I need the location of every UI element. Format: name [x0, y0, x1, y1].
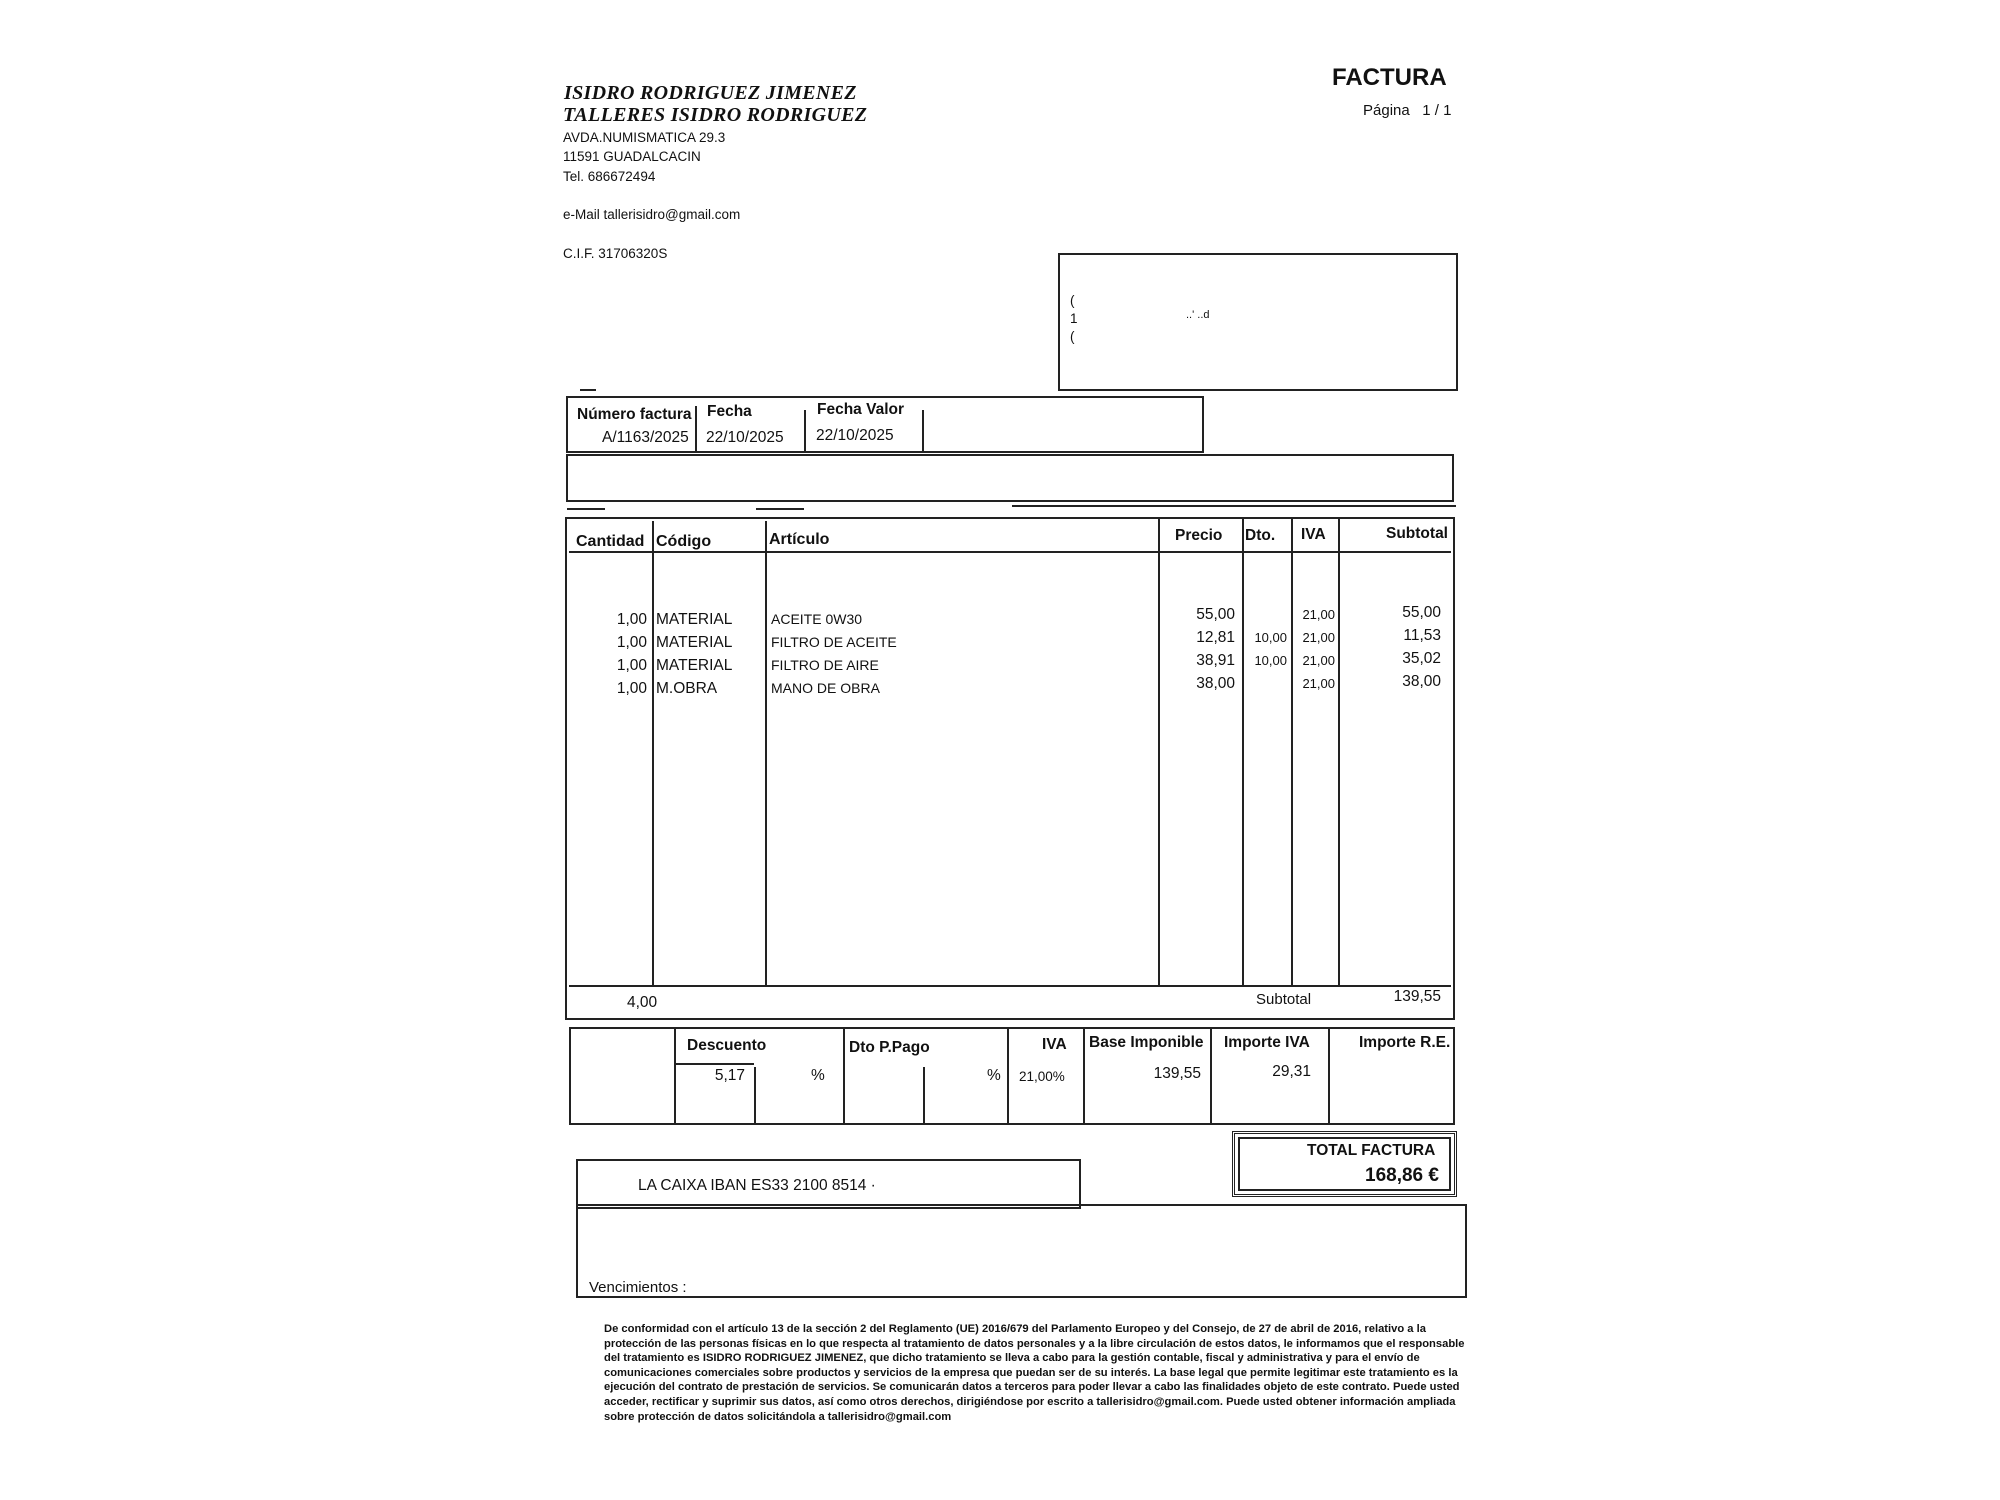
legal-line: protección de las personas físicas en lo que respecta al tratamiento de datos personales y a la libre circulación de estos datos, le informamos que el responsable	[604, 1337, 1465, 1350]
row-discount: 10,00	[1254, 653, 1287, 668]
total-label: TOTAL FACTURA	[1307, 1142, 1436, 1159]
row-subtotal: 11,53	[1403, 627, 1441, 644]
row-quantity: 1,00	[616, 634, 647, 651]
vat-amount-value: 29,31	[1272, 1063, 1311, 1080]
col-header-article: Artículo	[769, 531, 830, 548]
total-value: 168,86 €	[1365, 1165, 1439, 1186]
row-price: 12,81	[1196, 629, 1235, 646]
invoice-number-value: A/1163/2025	[602, 429, 689, 446]
row-price: 38,00	[1196, 675, 1235, 692]
recipient-line-2-rest: ..' ..d	[1186, 309, 1210, 321]
page-value: 1 / 1	[1422, 102, 1452, 119]
vat-label: IVA	[1042, 1036, 1067, 1053]
table-row	[567, 650, 1453, 677]
invoice-date-label: Fecha	[707, 403, 752, 420]
row-quantity: 1,00	[616, 657, 647, 674]
legal-line: De conformidad con el artículo 13 de la sección 2 del Reglamento (UE) 2016/679 del Parlamento Europeo y del Consejo, de 27 de abril de 2016, relativo a la	[604, 1323, 1426, 1335]
summary-box	[569, 1027, 1455, 1125]
bank-text: LA CAIXA IBAN ES33 2100 8514 ·	[638, 1177, 876, 1194]
row-article: FILTRO DE AIRE	[771, 657, 879, 673]
invoice-value-date-value: 22/10/2025	[816, 427, 894, 444]
row-price: 55,00	[1196, 606, 1235, 623]
row-discount: 10,00	[1254, 630, 1287, 645]
row-article: FILTRO DE ACEITE	[771, 634, 897, 650]
subtotal-value: 139,55	[1393, 988, 1441, 1005]
recipient-line-3: (	[1070, 329, 1075, 344]
invoice-date-value: 22/10/2025	[706, 429, 784, 446]
invoice-number-label: Número factura	[577, 406, 692, 423]
items-table	[565, 517, 1455, 1020]
page-label: Página	[1363, 102, 1410, 119]
table-row	[567, 627, 1453, 654]
discount-value: 5,17	[714, 1067, 745, 1084]
row-code: M.OBRA	[656, 680, 718, 697]
issuer-address: AVDA.NUMISMATICA 29.3	[563, 130, 726, 145]
due-label: Vencimientos :	[589, 1279, 687, 1296]
reference-box	[566, 454, 1454, 502]
mark-line	[580, 389, 596, 391]
col-header-vat: IVA	[1301, 526, 1326, 543]
row-subtotal: 38,00	[1402, 673, 1441, 690]
prompt-payment-label: Dto P.Pago	[849, 1039, 930, 1056]
legal-line: comunicaciones comerciales sobre productos y servicios de la empresa que puedan ser de su interés. La base legal que permite legitimar este tratamiento es la	[604, 1366, 1458, 1379]
due-box	[576, 1204, 1467, 1298]
col-header-discount: Dto.	[1245, 527, 1276, 544]
recipient-line-1: (	[1070, 293, 1075, 308]
issuer-name: ISIDRO RODRIGUEZ JIMENEZ	[564, 82, 857, 104]
row-subtotal: 55,00	[1402, 604, 1441, 621]
issuer-trade-name: TALLERES ISIDRO RODRIGUEZ	[563, 104, 868, 126]
discount-percent: %	[811, 1067, 825, 1084]
issuer-city: 11591 GUADALCACIN	[563, 149, 701, 164]
legal-line: del tratamiento es ISIDRO RODRIGUEZ JIMENEZ, que dicho tratamiento se lleva a cabo para la gestión contable, fiscal y administrativa y para el envío de	[604, 1352, 1420, 1365]
row-price: 38,91	[1196, 652, 1235, 669]
col-header-subtotal: Subtotal	[1386, 525, 1448, 542]
subtotal-label: Subtotal	[1256, 991, 1312, 1008]
row-code: MATERIAL	[656, 657, 733, 674]
legal-notice	[604, 1322, 1464, 1424]
vat-value: 21,00%	[1019, 1069, 1065, 1084]
row-vat: 21,00	[1302, 653, 1335, 668]
row-quantity: 1,00	[616, 611, 647, 628]
prompt-payment-percent: %	[987, 1067, 1001, 1084]
table-row	[567, 604, 1453, 631]
recipient-box	[1058, 253, 1458, 391]
recipient-line-2: 1	[1070, 311, 1078, 326]
col-header-quantity: Cantidad	[576, 533, 645, 550]
row-subtotal: 35,02	[1402, 650, 1441, 667]
legal-line: ejecución del contrato de prestación de servicios. Se comunicarán datos a terceros para poder llevar a cabo las finalidades objeto de este contrato. Puede usted	[604, 1381, 1460, 1394]
legal-line: acceder, rectificar y suprimir sus datos, así como otros derechos, dirigiéndose por escrito a tallerisidro@gmail.com. Puede usted obtener información ampliada	[604, 1395, 1456, 1408]
table-row	[567, 673, 1453, 700]
issuer-email: e-Mail tallerisidro@gmail.com	[563, 207, 741, 222]
total-quantity: 4,00	[627, 994, 658, 1011]
bank-box	[576, 1159, 1081, 1209]
row-article: ACEITE 0W30	[771, 611, 863, 627]
invoice-info-box	[566, 396, 1204, 453]
issuer-cif: C.I.F. 31706320S	[563, 246, 668, 261]
col-header-price: Precio	[1175, 527, 1223, 544]
base-value: 139,55	[1153, 1065, 1201, 1082]
row-code: MATERIAL	[656, 611, 733, 628]
row-vat: 21,00	[1302, 630, 1335, 645]
invoice-title: FACTURA	[1332, 64, 1447, 91]
base-label: Base Imponible	[1089, 1034, 1204, 1051]
invoice-value-date-label: Fecha Valor	[817, 401, 905, 418]
legal-line: sobre protección de datos solicitándola a tallerisidro@gmail.com	[604, 1410, 952, 1423]
vat-amount-label: Importe IVA	[1224, 1034, 1310, 1051]
issuer-phone: Tel. 686672494	[563, 169, 656, 184]
row-article: MANO DE OBRA	[771, 680, 880, 696]
page-indicator	[1363, 102, 1451, 119]
total-box	[1232, 1131, 1457, 1197]
row-vat: 21,00	[1302, 607, 1335, 622]
discount-label: Descuento	[687, 1037, 767, 1054]
row-quantity: 1,00	[616, 680, 647, 697]
col-header-code: Código	[656, 533, 712, 550]
row-vat: 21,00	[1302, 676, 1335, 691]
row-code: MATERIAL	[656, 634, 733, 651]
re-amount-label: Importe R.E.	[1359, 1034, 1451, 1051]
